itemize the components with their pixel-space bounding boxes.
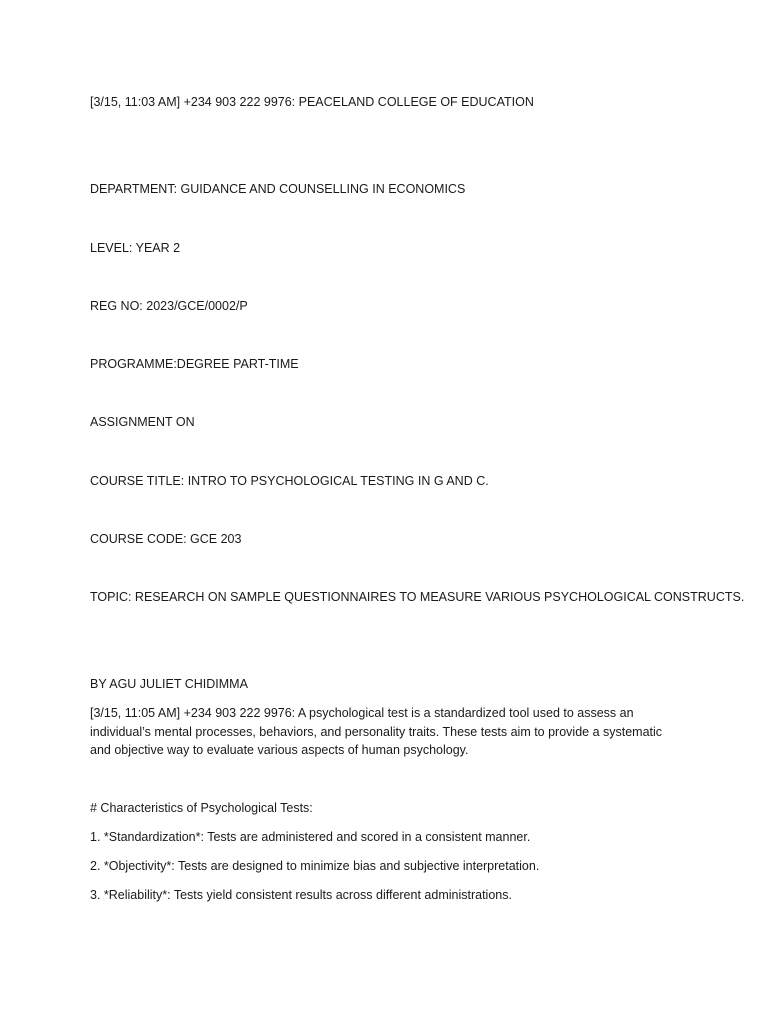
intro-paragraph	[90, 704, 680, 760]
author-line: BY AGU JULIET CHIDIMMA	[90, 677, 248, 691]
reg-no-line: REG NO: 2023/GCE/0002/P	[90, 299, 248, 313]
characteristics-heading: # Characteristics of Psychological Tests:	[90, 801, 313, 815]
topic-line: TOPIC: RESEARCH ON SAMPLE QUESTIONNAIRES TO MEASURE VARIOUS PSYCHOLOGICAL CONSTRUCTS.	[90, 590, 745, 604]
assignment-line: ASSIGNMENT ON	[90, 415, 195, 429]
characteristic-item: 2. *Objectivity*: Tests are designed to minimize bias and subjective interpretation.	[90, 859, 540, 873]
programme-line: PROGRAMME:DEGREE PART-TIME	[90, 357, 299, 371]
level-line: LEVEL: YEAR 2	[90, 241, 181, 255]
message-header-line: [3/15, 11:03 AM] +234 903 222 9976: PEACELAND COLLEGE OF EDUCATION	[90, 95, 534, 109]
intro-line: individual’s mental processes, behaviors, and personality traits. These tests aim to provide a systematic	[90, 724, 663, 739]
course-title-line: COURSE TITLE: INTRO TO PSYCHOLOGICAL TESTING IN G AND C.	[90, 474, 489, 488]
characteristic-item: 1. *Standardization*: Tests are administered and scored in a consistent manner.	[90, 830, 531, 844]
intro-line: and objective way to evaluate various aspects of human psychology.	[90, 743, 469, 757]
course-code-line: COURSE CODE: GCE 203	[90, 532, 242, 546]
intro-line: [3/15, 11:05 AM] +234 903 222 9976: A psychological test is a standardized tool used to assess an	[90, 706, 634, 720]
characteristic-item: 3. *Reliability*: Tests yield consistent results across different administrations.	[90, 888, 512, 902]
department-line: DEPARTMENT: GUIDANCE AND COUNSELLING IN ECONOMICS	[90, 182, 466, 196]
